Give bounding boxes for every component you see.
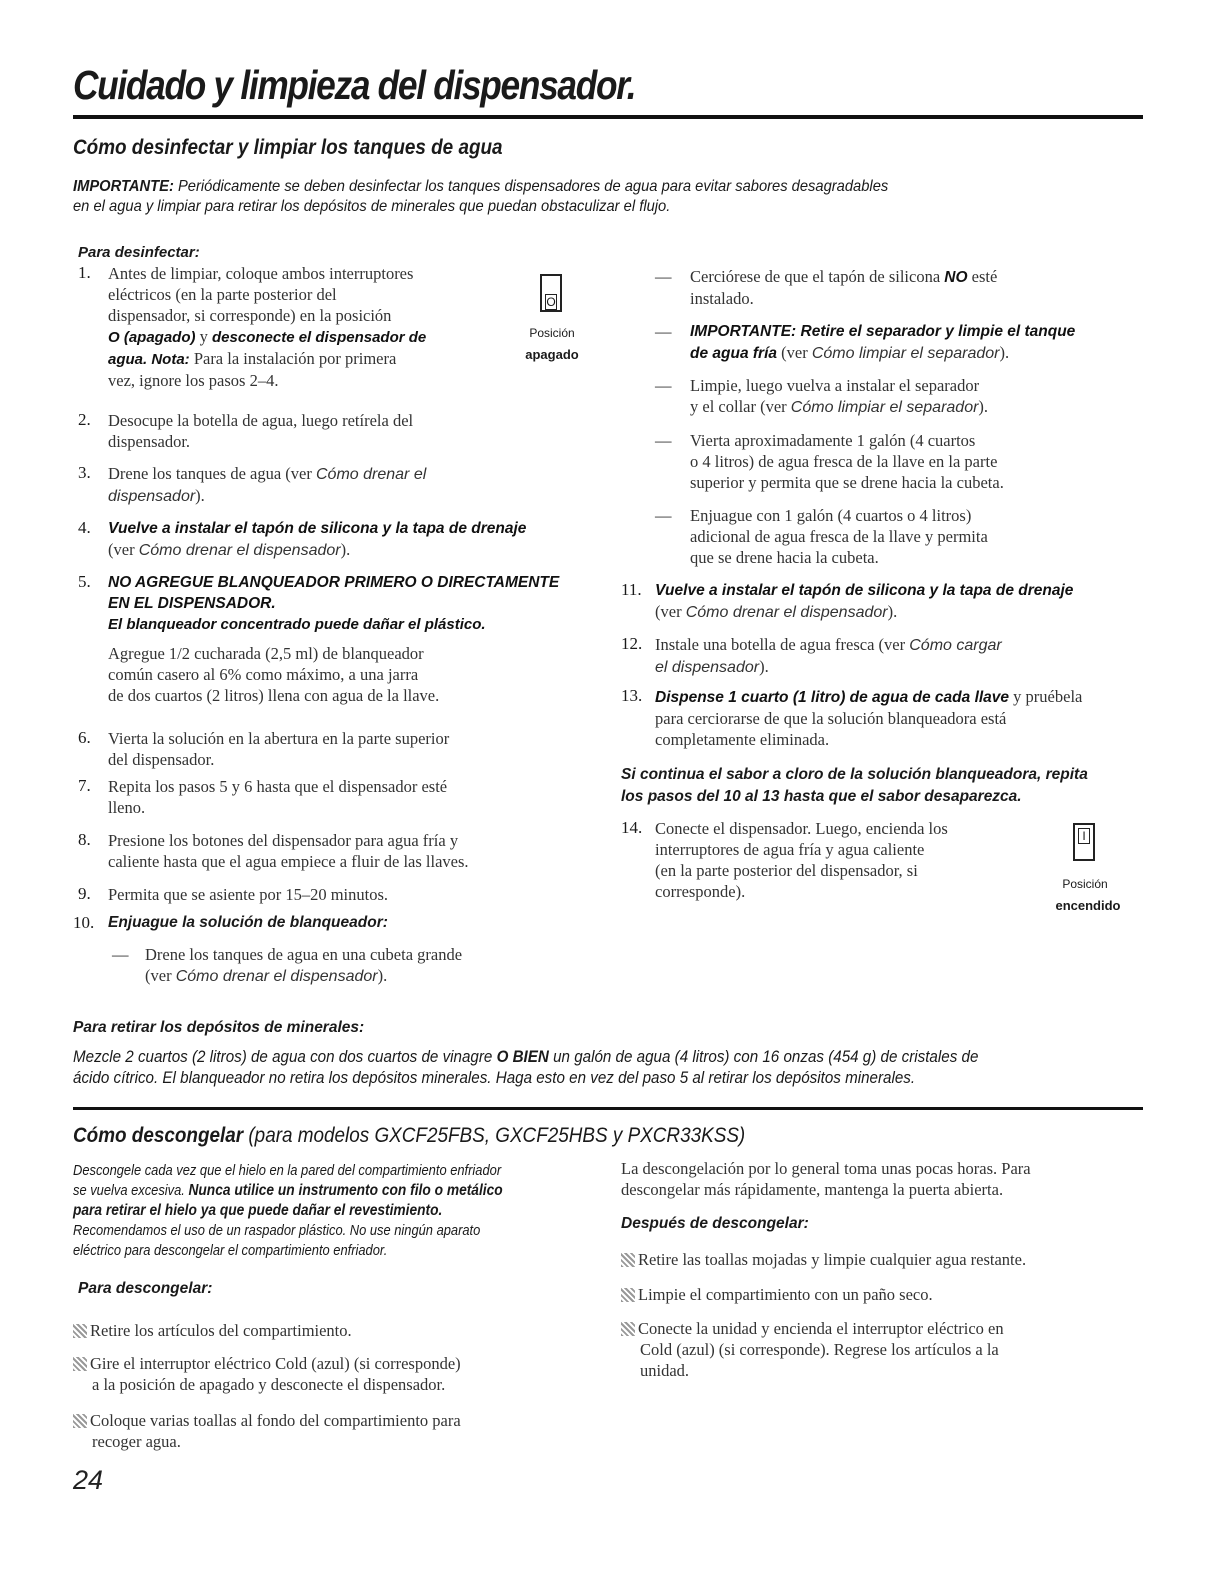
step-7 (108, 776, 447, 818)
step-9-number: 9. (78, 884, 91, 903)
bullet-icon (621, 1288, 635, 1302)
right-item-3-ref: Cómo limpiar el separador (790, 399, 979, 416)
defrost-step-2-line-2: a la posición de apagado y desconecte el dispensador. (92, 1375, 446, 1394)
defrost-time-line-2: descongelar más rápidamente, mantenga la puerta abierta. (621, 1180, 1004, 1199)
defrost-step-2-line-1: Gire el interruptor eléctrico Cold (azul) (si corresponde) (90, 1354, 461, 1373)
step-2 (108, 410, 413, 452)
step-1 (108, 263, 426, 391)
step-5-para-3: de dos cuartos (2 litros) llena con agua de la llave. (108, 686, 440, 705)
after-step-1-text: Retire las toallas mojadas y limpie cualquier agua restante. (638, 1250, 1027, 1269)
bleach-note (621, 764, 1088, 808)
after-step-3-line-3: unidad. (640, 1361, 690, 1380)
bleach-note-line-1: Si continua el sabor a cloro de la solución blanqueadora, repita (621, 766, 1088, 783)
after-step-3-line-2: Cold (azul) (si corresponde). Regrese los artículos a la (640, 1340, 999, 1359)
right-item-1 (690, 266, 997, 309)
step-4-line-1: Vuelve a instalar el tapón de silicona y la tapa de drenaje (108, 520, 527, 537)
step-14-number: 14. (621, 818, 643, 837)
step-11-ref: Cómo drenar el dispensador (685, 604, 888, 621)
step-12-ref-1: Cómo cargar (909, 637, 1002, 654)
bullet-icon (73, 1357, 87, 1371)
important-line-2: en el agua y limpiar para retirar los depósitos de minerales que puedan obstaculizar el flujo. (73, 198, 671, 215)
bleach-note-line-2: los pasos del 10 al 13 hasta que el sabor desaparezca. (621, 788, 1022, 805)
step-6-line-1: Vierta la solución en la abertura en la parte superior (108, 729, 450, 748)
dash-3: — (655, 376, 672, 395)
minerals-paragraph (73, 1047, 1057, 1089)
defrost-warning-2: para retirar el hielo ya que puede dañar el revestimiento. (73, 1202, 443, 1219)
defrost-heading: Para descongelar: (78, 1280, 213, 1297)
step-5-warning-1: NO AGREGUE BLANQUEADOR PRIMERO O DIRECTAMENTE (108, 574, 560, 591)
step-13-bold: Dispense 1 cuarto (1 litro) de agua de cada llave (655, 689, 1010, 706)
right-item-3 (690, 375, 988, 418)
after-step-2 (621, 1284, 933, 1305)
step-13-number: 13. (621, 686, 643, 705)
step-1-and: y (195, 327, 213, 346)
section-rule (73, 1107, 1143, 1110)
defrost-step-3-line-2: recoger agua. (92, 1432, 181, 1451)
step-1-line-3: dispensador, si corresponde) en la posición (108, 306, 392, 325)
right-item-2-bold: de agua fría (690, 345, 777, 362)
right-item-5-line-2: adicional de agua fresca de la llave y permita (690, 527, 988, 546)
step-10-ref: Cómo drenar el dispensador (175, 968, 378, 985)
step-12-ref-2: el dispensador (655, 659, 760, 676)
important-line-1: Periódicamente se deben desinfectar los tanques dispensadores de agua para evitar sabores desagradables (177, 178, 889, 195)
step-10-sub (145, 944, 462, 987)
defrost-intro-line-4: Recomendamos el uso de un raspador plástico. No use ningún aparato (73, 1222, 481, 1239)
step-5-warning-3: El blanqueador concentrado puede dañar el plástico. (108, 616, 486, 633)
step-14-line-3: (en la parte posterior del dispensador, si (655, 861, 918, 880)
step-1-disconnect: desconecte el dispensador de (212, 329, 427, 346)
minerals-heading: Para retirar los depósitos de minerales: (73, 1019, 365, 1036)
defrost-intro-line-1: Descongele cada vez que el hielo en la pared del compartimiento enfriador (73, 1162, 502, 1179)
right-item-4-line-1: Vierta aproximadamente 1 galón (4 cuartos (690, 431, 976, 450)
step-4-number: 4. (78, 518, 91, 537)
right-item-1-no: NO (944, 269, 968, 286)
step-8-number: 8. (78, 830, 91, 849)
switch-on-icon (1073, 823, 1095, 861)
right-item-1-end: esté (967, 267, 998, 286)
section-heading-disinfect: Cómo desinfectar y limpiar los tanques de agua (73, 136, 503, 159)
step-6-line-2: del dispensador. (108, 750, 215, 769)
step-3 (108, 463, 426, 507)
right-item-2 (690, 321, 1075, 364)
step-11-open: (ver (655, 602, 686, 621)
right-item-5-line-1: Enjuague con 1 galón (4 cuartos o 4 litros) (690, 506, 972, 525)
defrost-intro-line-5: eléctrico para descongelar el compartimiento enfriador. (73, 1242, 388, 1259)
dash-1: — (655, 267, 672, 286)
after-defrost-heading: Después de descongelar: (621, 1215, 809, 1232)
step-3-text: Drene los tanques de agua (ver (108, 464, 316, 483)
right-item-4-line-2: o 4 litros) de agua fresca de la llave en la parte (690, 452, 998, 471)
step-5-para-1: Agregue 1/2 cucharada (2,5 ml) de blanqueador (108, 644, 424, 663)
defrost-step-1 (73, 1320, 352, 1341)
dash-4: — (655, 431, 672, 450)
switch-off-caption: Posición (529, 326, 575, 340)
switch-on-caption: Posición (1062, 877, 1108, 891)
defrost-intro (73, 1161, 503, 1261)
right-item-4 (690, 430, 1004, 493)
step-13-text: y pruébela (1009, 687, 1083, 706)
step-11-number: 11. (621, 580, 642, 599)
bullet-icon (621, 1322, 635, 1336)
step-9-line-1: Permita que se asiente por 15–20 minutos. (108, 885, 388, 904)
step-7-line-1: Repita los pasos 5 y 6 hasta que el dispensador esté (108, 777, 448, 796)
defrost-step-1-text: Retire los artículos del compartimiento. (90, 1321, 352, 1340)
step-14-line-2: interruptores de agua fría y agua caliente (655, 840, 925, 859)
important-paragraph (73, 177, 1103, 217)
step-7-number: 7. (78, 776, 91, 795)
right-item-1-text: Cerciórese de que el tapón de silicona (690, 267, 945, 286)
step-14-line-1: Conecte el dispensador. Luego, encienda los (655, 819, 948, 838)
minerals-line-1c: un galón de agua (4 litros) con 16 onzas (454 g) de cristales de (548, 1048, 979, 1066)
step-12 (655, 634, 1002, 678)
step-3-number: 3. (78, 463, 91, 482)
step-5-warning-2: EN EL DISPENSADOR. (108, 595, 276, 612)
bullet-icon (73, 1414, 87, 1428)
step-4-open: (ver (108, 540, 139, 559)
step-1-line-6: vez, ignore los pasos 2–4. (108, 371, 279, 390)
step-8-line-1: Presione los botones del dispensador para agua fría y (108, 831, 459, 850)
step-3-close: ). (195, 486, 205, 505)
right-item-3-text: y el collar (ver (690, 397, 791, 416)
dash-2: — (655, 322, 672, 341)
step-5-para-2: común casero al 6% como máximo, a una jarra (108, 665, 419, 684)
defrost-step-2 (73, 1353, 461, 1395)
switch-on-symbol: I (1078, 828, 1090, 844)
minerals-line-1a: Mezcle 2 cuartos (2 litros) de agua con dos cuartos de vinagre (73, 1048, 497, 1066)
defrost-step-3 (73, 1410, 461, 1452)
right-item-5 (690, 505, 988, 568)
switch-off-icon (540, 274, 562, 312)
step-4-close: ). (340, 540, 351, 559)
step-3-ref-1: Cómo drenar el (316, 466, 427, 483)
after-step-2-text: Limpie el compartimiento con un paño seco. (638, 1285, 933, 1304)
right-item-2-ref: Cómo limpiar el separador (811, 345, 1000, 362)
step-3-ref-2: dispensador (108, 488, 196, 505)
step-13-line-2: para cerciorarse de que la solución blanqueadora está (655, 709, 1007, 728)
defrost-step-3-line-1: Coloque varias toallas al fondo del compartimiento para (90, 1411, 461, 1430)
step-4 (108, 518, 526, 561)
step-1-line-2: eléctricos (en la parte posterior del (108, 285, 337, 304)
step-2-line-2: dispensador. (108, 432, 191, 451)
defrost-warning-1: Nunca utilice un instrumento con filo o metálico (188, 1182, 503, 1199)
step-13-line-3: completamente eliminada. (655, 730, 830, 749)
step-14 (655, 818, 948, 902)
step-1-off-label: O (apagado) (108, 329, 196, 346)
step-10-sub-line-1: Drene los tanques de agua en una cubeta grande (145, 945, 463, 964)
step-11-close: ). (887, 602, 898, 621)
defrost-time-paragraph (621, 1158, 1031, 1200)
step-2-line-1: Desocupe la botella de agua, luego retírela del (108, 411, 414, 430)
page-number: 24 (73, 1465, 104, 1495)
bullet-icon (73, 1324, 87, 1338)
step-11-line-1: Vuelve a instalar el tapón de silicona y la tapa de drenaje (655, 582, 1074, 599)
after-step-3-line-1: Conecte la unidad y encienda el interruptor eléctrico en (638, 1319, 1004, 1338)
step-10-open: (ver (145, 966, 176, 985)
step-11 (655, 580, 1073, 623)
right-item-4-line-3: superior y permita que se drene hacia la cubeta. (690, 473, 1004, 492)
after-step-3 (621, 1318, 1004, 1381)
right-item-5-line-3: que se drene hacia la cubeta. (690, 548, 879, 567)
step-9 (108, 884, 388, 905)
step-10-number: 10. (73, 913, 95, 932)
bullet-icon (621, 1253, 635, 1267)
step-1-number: 1. (78, 263, 91, 282)
step-2-number: 2. (78, 410, 91, 429)
after-step-1 (621, 1249, 1026, 1270)
step-1-note: Para la instalación por primera (189, 349, 397, 368)
step-7-line-2: lleno. (108, 798, 146, 817)
right-item-2-open: (ver (777, 343, 812, 362)
defrost-time-line-1: La descongelación por lo general toma unas pocas horas. Para (621, 1159, 1031, 1178)
right-item-3-line-1: Limpie, luego vuelva a instalar el separador (690, 376, 980, 395)
step-5-number: 5. (78, 572, 91, 591)
right-item-2-line-1: IMPORTANTE: Retire el separador y limpie el tanque (690, 323, 1076, 340)
step-12-number: 12. (621, 634, 643, 653)
page-title: Cuidado y limpieza del dispensador. (73, 62, 636, 108)
step-6 (108, 728, 449, 770)
step-13 (655, 686, 1082, 750)
minerals-line-2: ácido cítrico. El blanqueador no retira los depósitos minerales. Haga esto en vez del paso 5 al retirar los depósitos minerales. (73, 1069, 916, 1087)
step-4-ref: Cómo drenar el dispensador (138, 542, 341, 559)
step-10-dash: — (112, 945, 129, 964)
step-10-close: ). (377, 966, 388, 985)
title-rule (73, 115, 1143, 119)
step-12-text: Instale una botella de agua fresca (ver (655, 635, 910, 654)
disinfect-heading: Para desinfectar: (78, 244, 200, 261)
step-1-line-1: Antes de limpiar, coloque ambos interruptores (108, 264, 414, 283)
dash-5: — (655, 506, 672, 525)
step-6-number: 6. (78, 728, 91, 747)
defrost-heading-bold: Cómo descongelar (73, 1124, 244, 1147)
step-5 (108, 572, 559, 706)
switch-off-caption-bold: apagado (525, 347, 579, 362)
defrost-intro-line-2a: se vuelva excesiva. (73, 1182, 189, 1199)
right-item-1-line-2: instalado. (690, 289, 754, 308)
important-label: IMPORTANTE: (73, 178, 174, 195)
step-8 (108, 830, 469, 872)
switch-off-symbol: O (546, 295, 556, 309)
step-8-line-2: caliente hasta que el agua empiece a fluir de las llaves. (108, 852, 469, 871)
step-1-note-label: agua. Nota: (108, 351, 190, 368)
step-12-close: ). (759, 657, 769, 676)
step-14-line-4: corresponde). (655, 882, 746, 901)
right-item-3-close: ). (978, 397, 989, 416)
right-item-2-close: ). (999, 343, 1010, 362)
switch-on-caption-bold: encendido (1055, 898, 1121, 913)
minerals-or: O BIEN (496, 1048, 549, 1066)
section-heading-defrost (73, 1124, 745, 1148)
step-10-line-1: Enjuague la solución de blanqueador: (108, 914, 388, 931)
defrost-heading-models: (para modelos GXCF25FBS, GXCF25HBS y PXCR33KSS) (243, 1124, 746, 1147)
